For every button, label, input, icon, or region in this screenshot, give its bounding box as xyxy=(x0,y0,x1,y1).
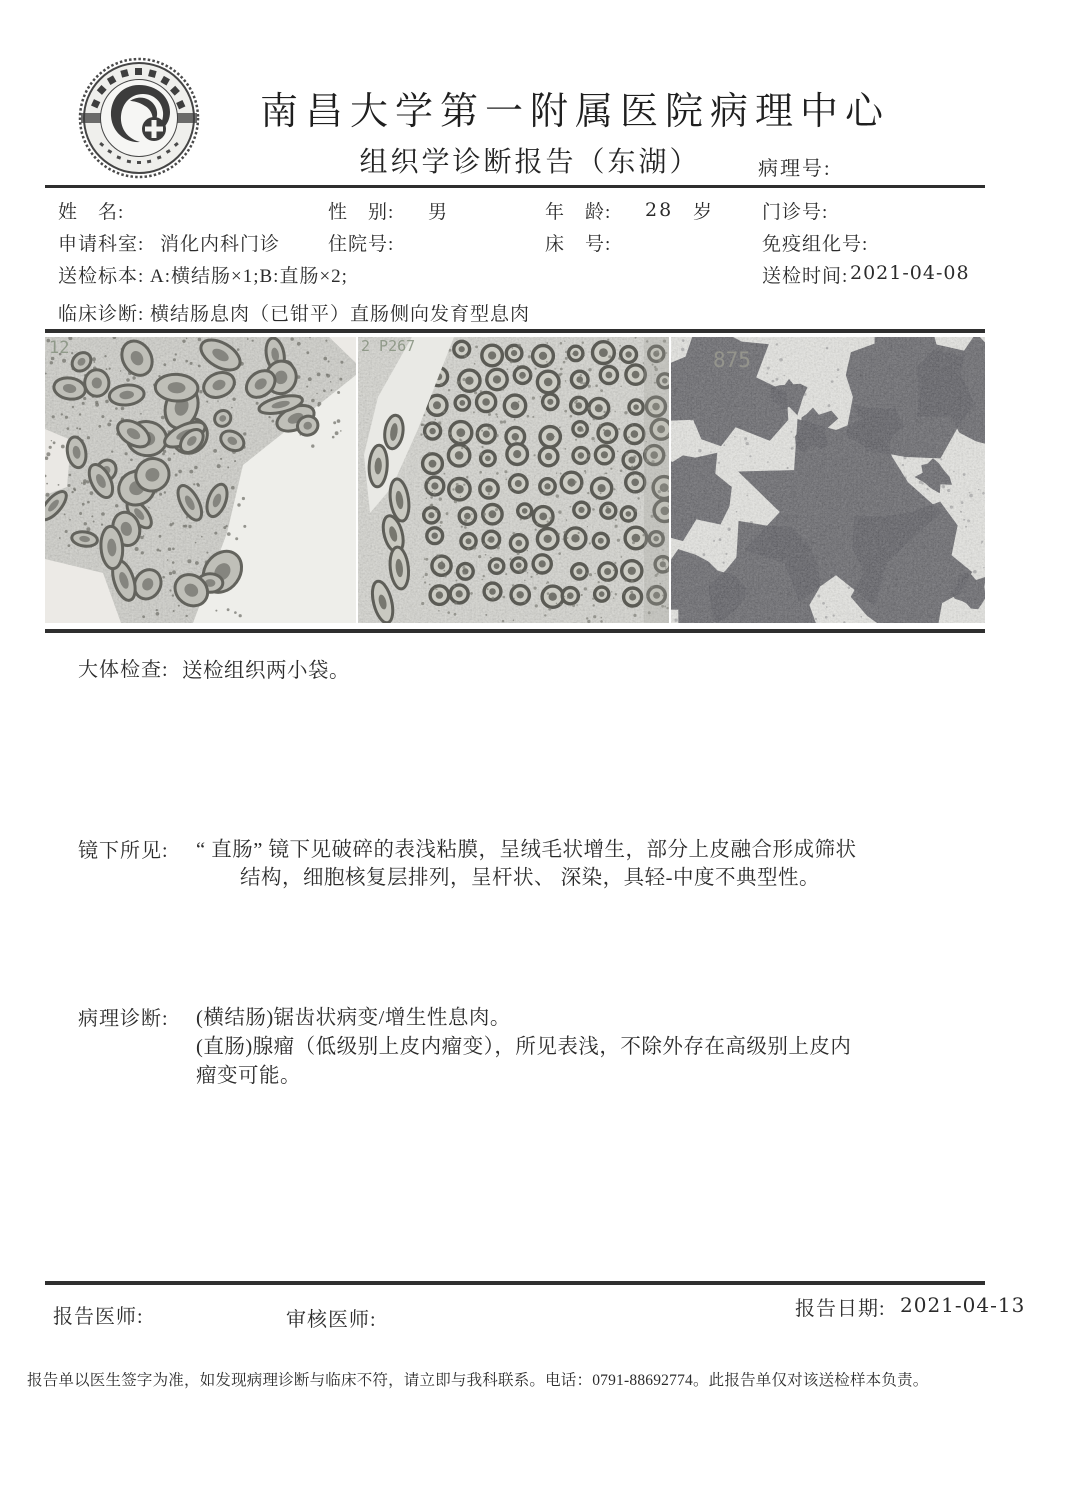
report-title: 组织学诊断报告（东湖） xyxy=(359,147,701,178)
age-unit: 岁 xyxy=(693,202,714,223)
age-label: 年 龄: xyxy=(545,202,612,223)
micro-findings-label: 镜下所见: xyxy=(78,840,169,862)
clinical-dx-label: 临床诊断: xyxy=(58,304,145,325)
diagnosis-line2: (直肠)腺瘤（低级别上皮内瘤变），所见表浅，不除外存在高级别上皮内 xyxy=(196,1036,852,1058)
diagnosis-label: 病理诊断: xyxy=(78,1008,169,1030)
report-date-value: 2021-04-13 xyxy=(900,1293,1026,1317)
histology-image-1 xyxy=(45,337,356,623)
image2-watermark: 2 P267 xyxy=(361,337,416,355)
outpatient-no-label: 门诊号: xyxy=(762,202,829,223)
inpatient-no-label: 住院号: xyxy=(328,234,395,255)
report-date-label: 报告日期: xyxy=(795,1298,886,1320)
gross-exam-text: 送检组织两小袋。 xyxy=(182,660,350,682)
image3-watermark: 875 xyxy=(713,348,751,372)
divider-above-images xyxy=(45,329,985,333)
micro-findings-line2: 结构，细胞核复层排列，呈杆状、 深染，具轻-中度不典型性。 xyxy=(240,867,820,889)
footer-disclaimer: 报告单以医生签字为准，如发现病理诊断与临床不符，请立即与我科联系。电话：0791-88692774。此报告单仅对该送检样本负责。 xyxy=(27,1372,929,1389)
age-value: 28 xyxy=(645,199,674,221)
clinical-dx-value: 横结肠息肉（已钳平）直肠侧向发育型息肉 xyxy=(150,304,531,325)
micro-findings-line1: “ 直肠” 镜下见破碎的表浅粘膜，呈绒毛状增生，部分上皮融合形成筛状 xyxy=(196,839,857,861)
diagnosis-line3: 瘤变可能。 xyxy=(196,1065,301,1087)
histology-image-3 xyxy=(671,337,985,623)
micrograph-strip xyxy=(45,337,985,623)
hospital-logo xyxy=(78,57,200,179)
specimen-value: A:横结肠×1;B:直肠×2; xyxy=(150,266,348,287)
image2-dense-edge xyxy=(644,337,669,623)
image1-watermark: 12 xyxy=(49,338,70,358)
department-value: 消化内科门诊 xyxy=(160,234,281,255)
divider-header xyxy=(45,185,985,188)
department-label: 申请科室: xyxy=(58,234,145,255)
gender-label: 性 别: xyxy=(328,202,395,223)
hospital-title: 南昌大学第一附属医院病理中心 xyxy=(259,91,890,133)
logo-cross-h xyxy=(145,127,163,132)
bed-no-label: 床 号: xyxy=(545,234,612,255)
name-label: 姓 名: xyxy=(58,202,125,223)
pathology-number-label: 病理号: xyxy=(758,158,832,180)
gross-exam-label: 大体检查: xyxy=(78,659,169,681)
specimen-label: 送检标本: xyxy=(58,266,145,287)
divider-signoff xyxy=(45,1281,985,1285)
ihc-no-label: 免疫组化号: xyxy=(762,234,869,255)
histology-image-2 xyxy=(358,337,669,623)
report-doctor-label: 报告医师: xyxy=(53,1306,144,1328)
send-time-label: 送检时间: xyxy=(762,266,849,287)
send-time-value: 2021-04-08 xyxy=(850,262,970,284)
divider-below-images xyxy=(45,629,985,633)
review-doctor-label: 审核医师: xyxy=(286,1309,377,1331)
diagnosis-line1: (横结肠)锯齿状病变/增生性息肉。 xyxy=(196,1007,511,1029)
gender-value: 男 xyxy=(428,202,449,223)
